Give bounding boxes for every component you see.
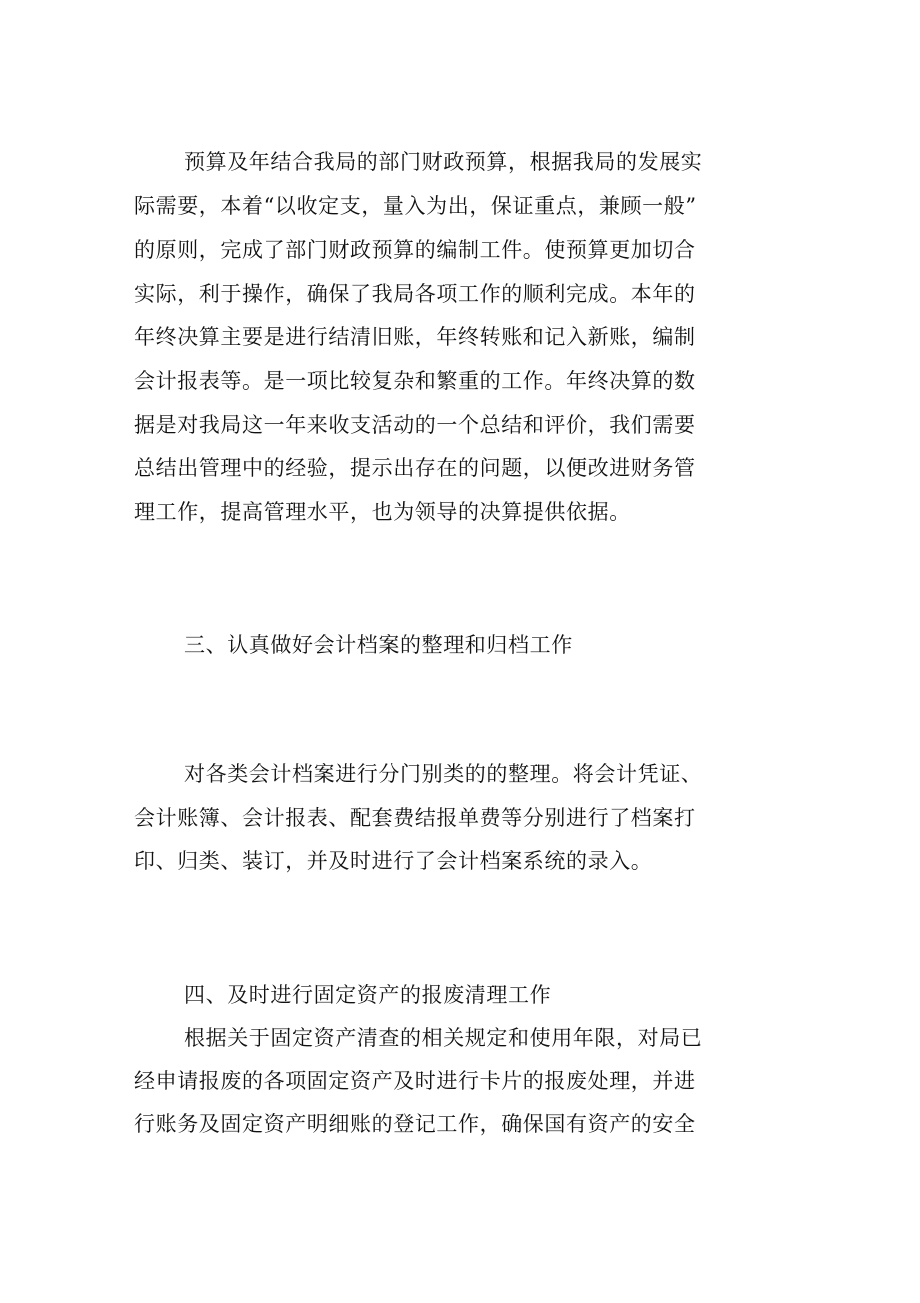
paragraph-4-line-3: 行账务及固定资产明细账的登记工作，确保国有资产的安全 (134, 1112, 696, 1136)
paragraph-4-line-2: 经申请报废的各项固定资产及时进行卡片的报废处理，并进 (134, 1069, 696, 1093)
paragraph-1-line-4: 实际，利于操作，确保了我局各项工作的顺利完成。本年的 (134, 282, 696, 306)
paragraph-1-line-1: 预算及年结合我局的部门财政预算，根据我局的发展实 (184, 150, 703, 174)
paragraph-1-line-6: 会计报表等。是一项比较复杂和繁重的工作。年终决算的数 (134, 369, 696, 393)
paragraph-3-line-1: 对各类会计档案进行分门别类的的整理。将会计凭证、 (184, 762, 703, 786)
paragraph-1-line-8: 总结出管理中的经验，提示出存在的问题，以便改进财务管 (134, 456, 696, 480)
paragraph-1-line-9: 理工作，提高管理水平，也为领导的决算提供依据。 (134, 500, 631, 524)
paragraph-3-line-2: 会计账簿、会计报表、配套费结报单费等分别进行了档案打 (134, 806, 696, 830)
paragraph-3-line-3: 印、归类、装订，并及时进行了会计档案系统的录入。 (134, 849, 653, 873)
paragraph-4-line-1: 根据关于固定资产清查的相关规定和使用年限，对局已 (184, 1026, 703, 1050)
section-heading-3: 三、认真做好会计档案的整理和归档工作 (184, 633, 573, 657)
section-heading-4: 四、及时进行固定资产的报废清理工作 (184, 983, 552, 1007)
paragraph-1-line-2: 际需要，本着“以收定支，量入为出，保证重点，兼顾一般” (134, 194, 697, 218)
paragraph-1-line-3: 的原则，完成了部门财政预算的编制工件。使预算更加切合 (134, 238, 696, 262)
paragraph-1-line-7: 据是对我局这一年来收支活动的一个总结和评价，我们需要 (134, 413, 696, 437)
paragraph-1-line-5: 年终决算主要是进行结清旧账，年终转账和记入新账，编制 (134, 325, 696, 349)
